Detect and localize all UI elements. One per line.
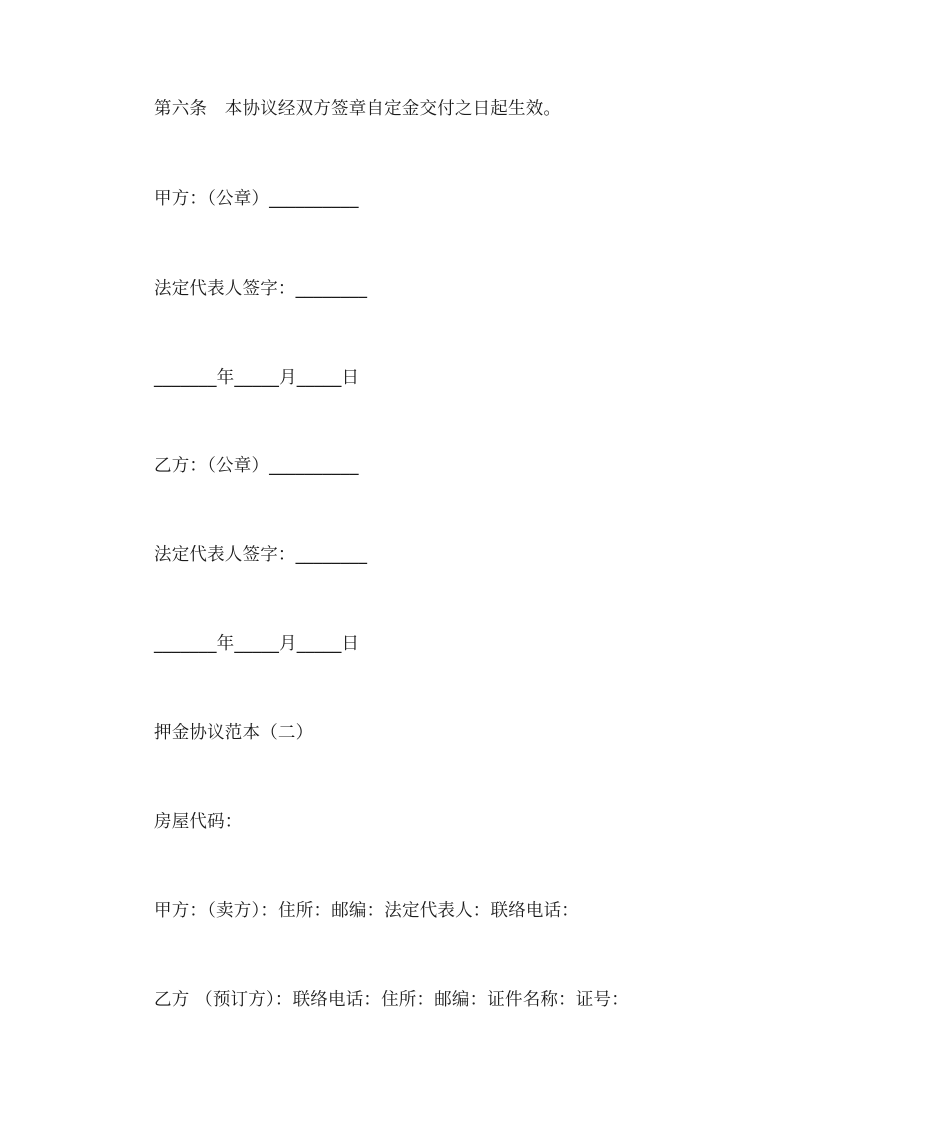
party-a-info-line: 甲方：（卖方）：住所：邮编：法定代表人：联络电话： bbox=[154, 901, 579, 921]
party-b-date-line: _______年_____月_____日 bbox=[154, 634, 360, 654]
article-six-text: 第六条 本协议经双方签章自定金交付之日起生效。 bbox=[154, 99, 562, 119]
party-b-representative-signature-line: 法定代表人签字：________ bbox=[154, 545, 368, 565]
party-b-seal-line: 乙方：（公章）__________ bbox=[154, 456, 359, 476]
house-code-label: 房屋代码： bbox=[154, 812, 243, 832]
agreement-template-heading: 押金协议范本（二） bbox=[154, 723, 314, 743]
party-a-date-line: _______年_____月_____日 bbox=[154, 368, 360, 388]
party-a-seal-line: 甲方：（公章）__________ bbox=[154, 189, 359, 209]
party-a-representative-signature-line: 法定代表人签字：________ bbox=[154, 279, 368, 299]
party-b-info-line: 乙方 （预订方）：联络电话：住所：邮编：证件名称：证号： bbox=[154, 990, 629, 1010]
